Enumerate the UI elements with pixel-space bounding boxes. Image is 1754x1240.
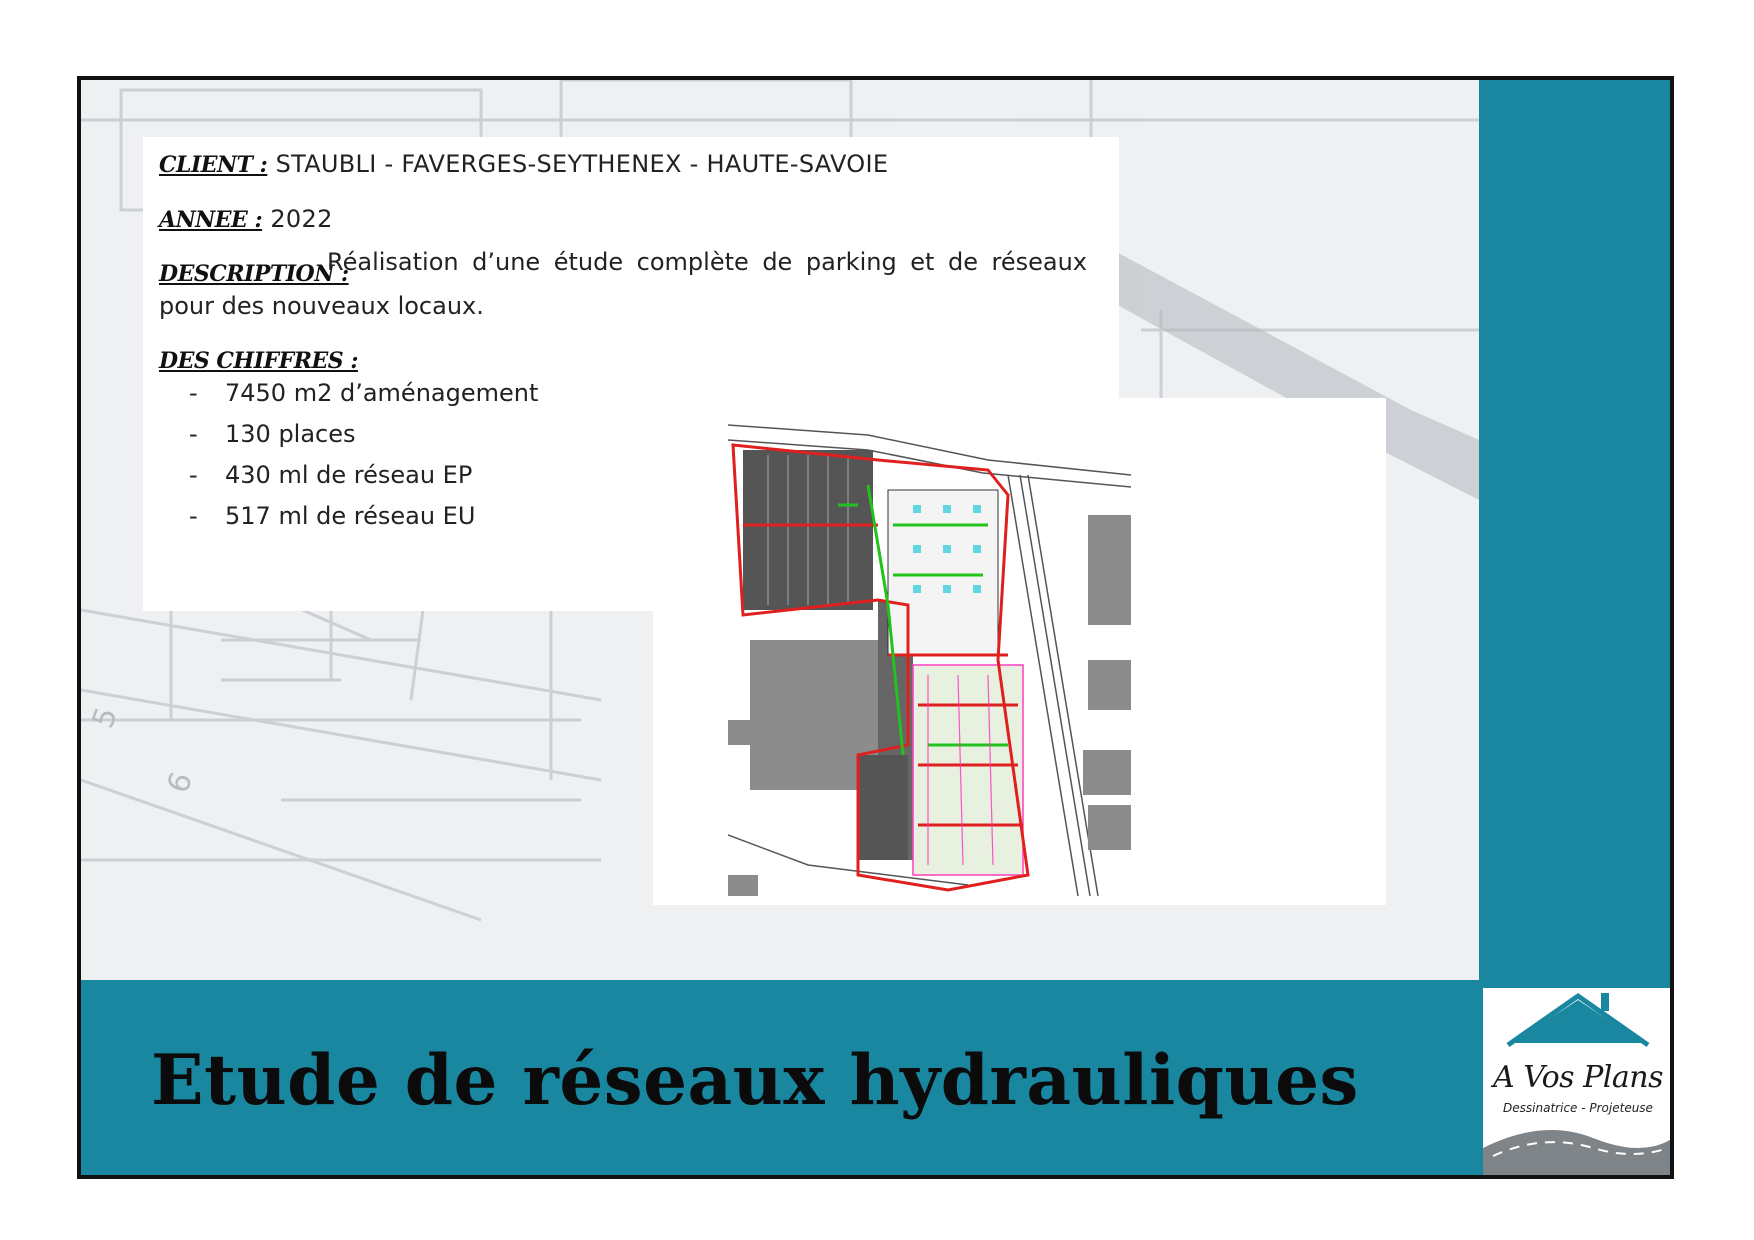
annee-line (159, 204, 333, 233)
client-label: CLIENT : (159, 152, 268, 178)
ruler-number-5: 5 (85, 702, 126, 733)
description-value: Réalisation d’une étude complète de parking et de réseaux pour des nouveaux locaux. (159, 248, 1087, 320)
list-item: - 517 ml de réseau EU (189, 501, 476, 530)
annee-value: 2022 (270, 205, 333, 233)
chiffres-label: DES CHIFFRES : (159, 348, 358, 374)
page-title: Etude de réseaux hydrauliques (151, 1040, 1359, 1121)
description-label: DESCRIPTION : (159, 261, 349, 287)
logo-name: A Vos Plans (1493, 1060, 1663, 1095)
chiffres-list (189, 372, 538, 536)
company-logo (1483, 988, 1673, 1179)
chiffres-label-line (159, 345, 358, 374)
list-item: - 7450 m2 d’aménagement (189, 378, 539, 407)
slide-frame (77, 76, 1674, 1179)
side-accent-band (1479, 80, 1674, 980)
site-plan-drawing (728, 405, 1131, 896)
description-text (159, 240, 1087, 328)
list-item: - 430 ml de réseau EP (189, 460, 473, 489)
list-item: - 130 places (189, 419, 356, 448)
annee-label: ANNEE : (159, 207, 263, 233)
client-value: STAUBLI - FAVERGES-SEYTHENEX - HAUTE-SAVOIE (275, 150, 889, 178)
ruler-number-6: 6 (160, 767, 201, 798)
logo-subtitle: Dessinatrice - Projeteuse (1503, 1101, 1653, 1115)
client-line (159, 149, 888, 178)
